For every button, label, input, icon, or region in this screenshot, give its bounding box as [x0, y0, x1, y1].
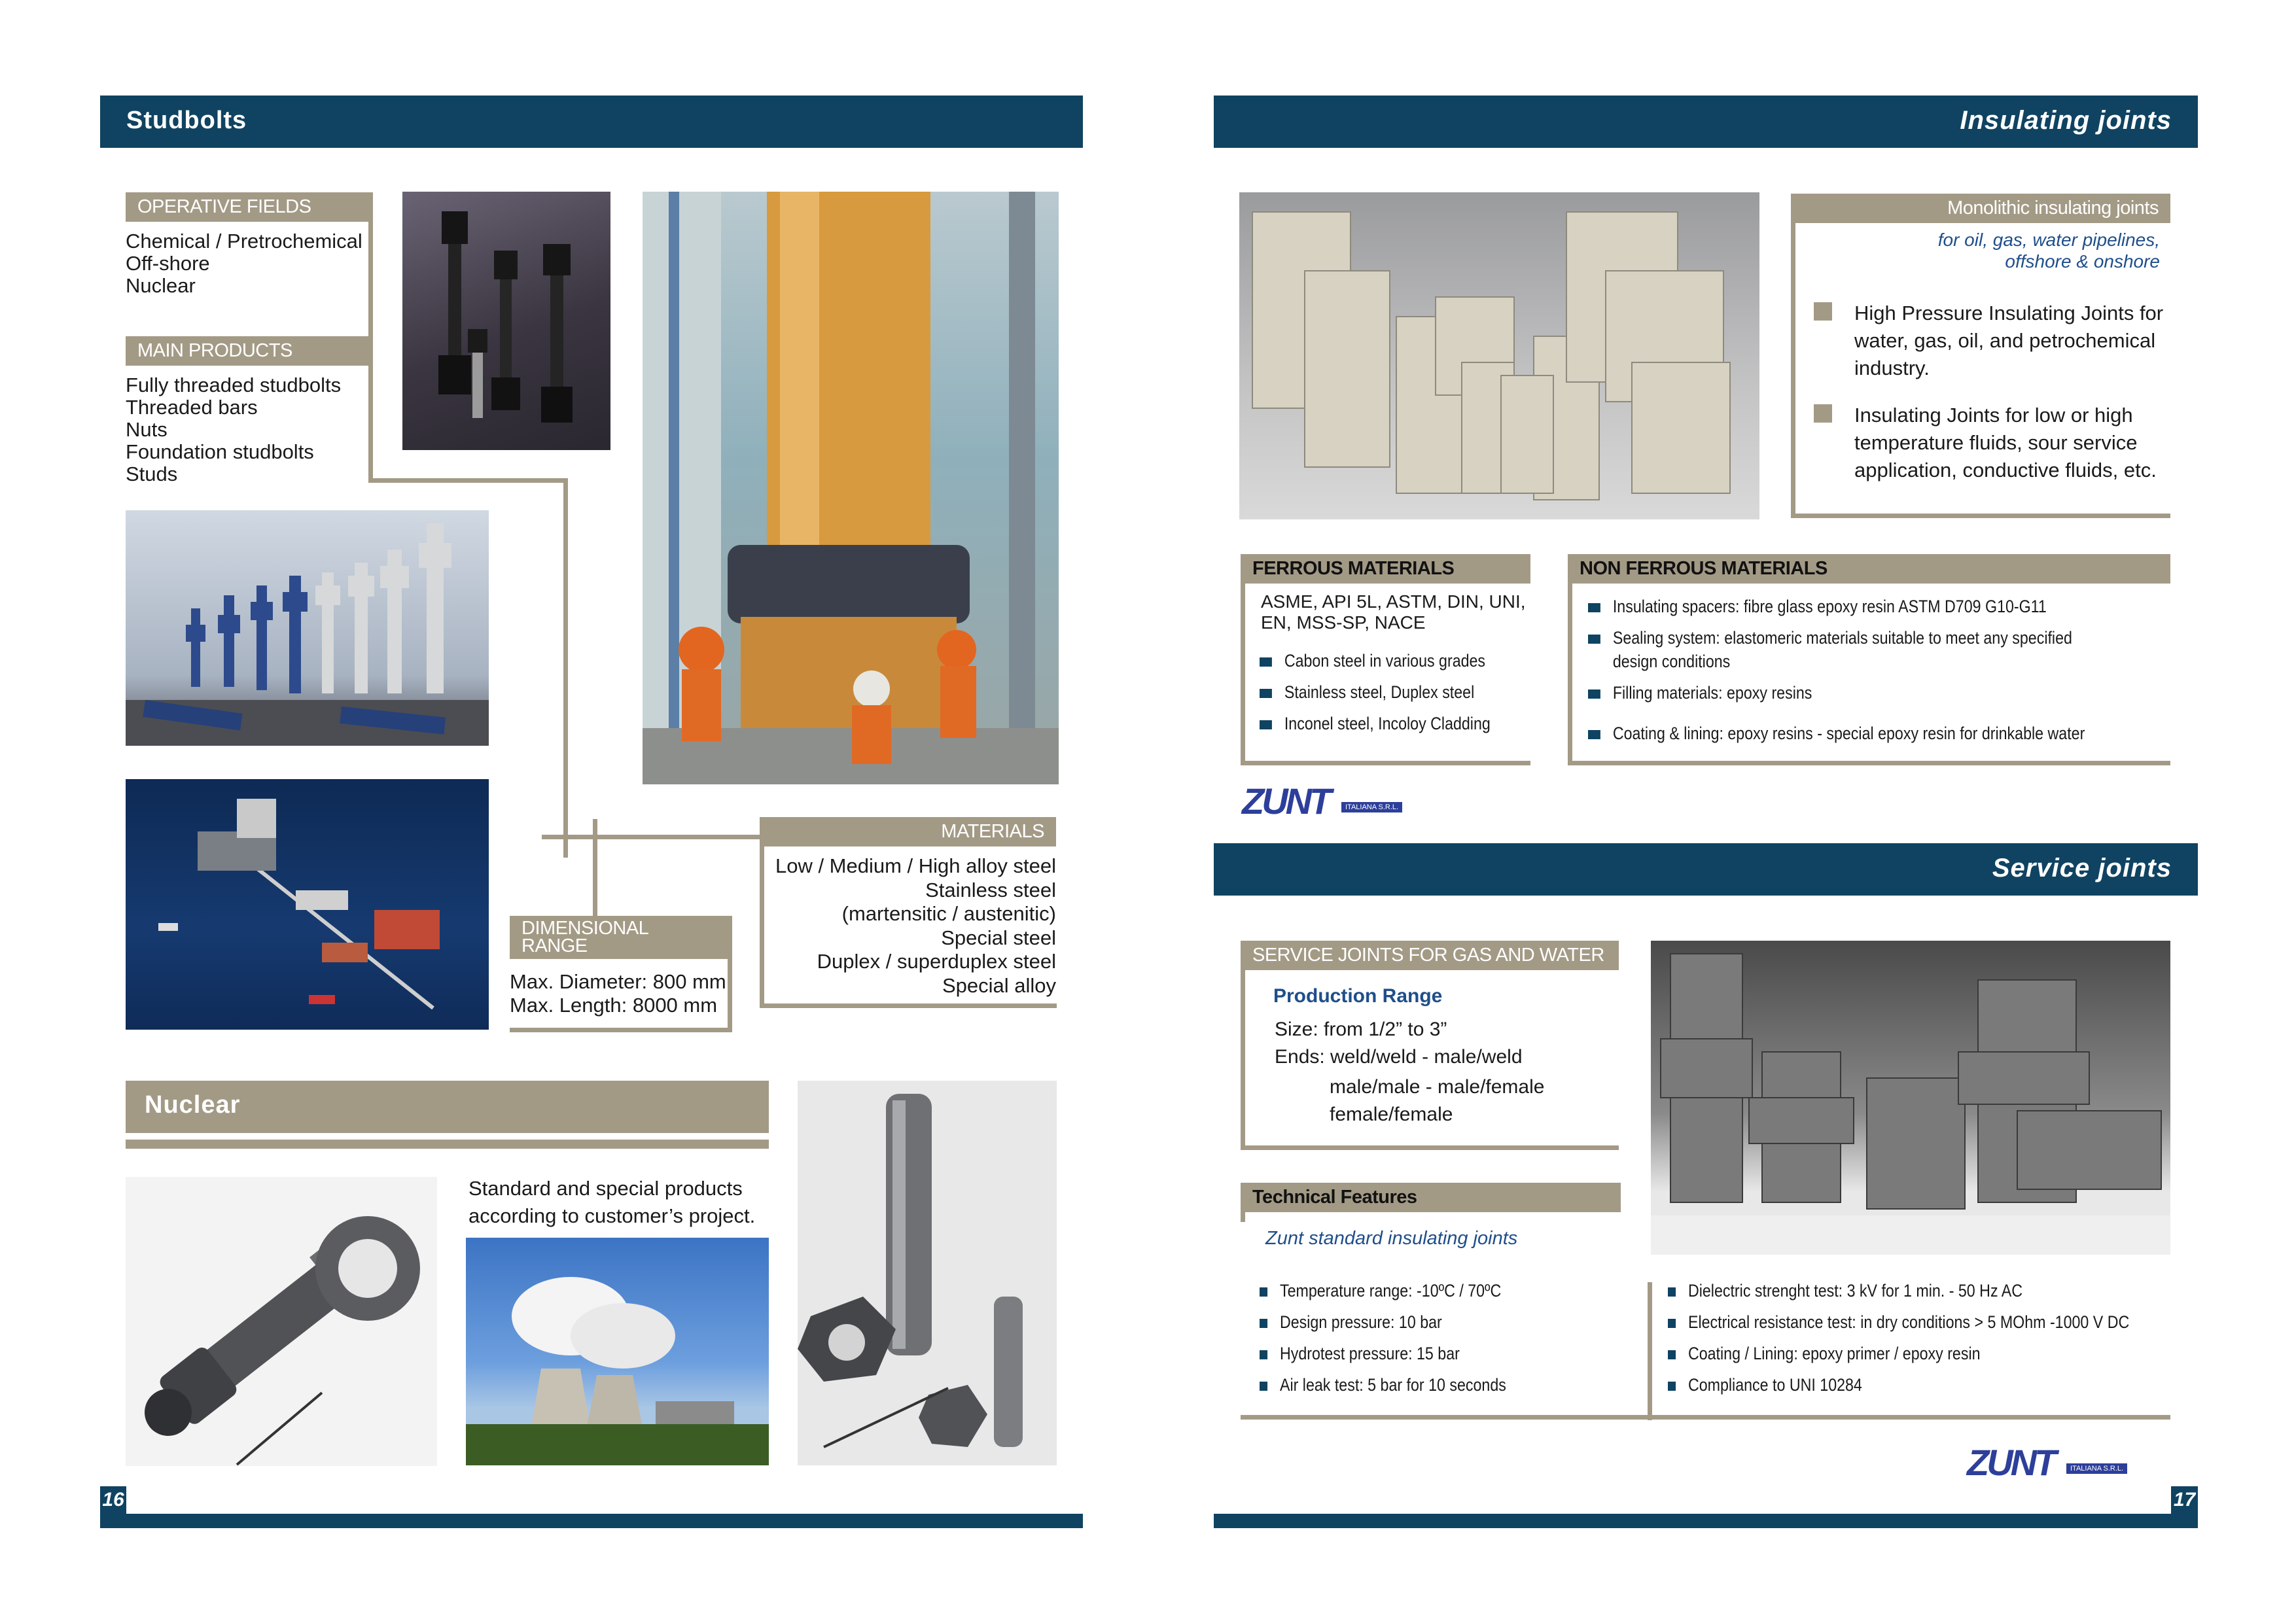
list-item — [1588, 652, 2085, 683]
technical-item: Hydrotest pressure: 15 bar — [1279, 1344, 1460, 1363]
non-ferrous-item-cont: design conditions — [1612, 652, 1731, 671]
left-page-number: 16 — [102, 1489, 124, 1510]
dimensional-range-title — [510, 916, 732, 959]
nuclear-text: Standard and special products according to customer’s project. — [468, 1177, 756, 1227]
main-products-title: MAIN PRODUCTS — [126, 336, 369, 366]
divider — [760, 1003, 1057, 1008]
right-page-number: 17 — [2173, 1489, 2196, 1510]
ferrous-list — [1260, 651, 1491, 745]
nuclear-title: Nuclear — [145, 1091, 241, 1119]
studbolts-rows-photo — [126, 510, 489, 746]
left-footer-bar — [100, 1514, 1083, 1528]
divider — [593, 819, 597, 917]
divider — [1648, 1282, 1652, 1420]
zunt-logo-sub: ITALIANA S.R.L. — [1341, 802, 1402, 812]
list-item — [1260, 1375, 1506, 1406]
list-item — [1260, 1281, 1506, 1312]
technical-subtitle: Zunt standard insulating joints — [1265, 1228, 1518, 1249]
divider — [563, 478, 568, 858]
left-header-bar — [100, 96, 1083, 148]
operative-fields-title: OPERATIVE FIELDS — [126, 192, 373, 222]
divider — [1791, 514, 2170, 518]
divider — [1241, 554, 1245, 765]
monolithic-bullet-1-text: High Pressure Insulating Joints for water, gas, oil, and petrochemical industry. — [1854, 302, 2164, 379]
service-ends-more: male/male - male/female female/female — [1330, 1076, 1545, 1125]
divider — [368, 478, 568, 483]
bullet-square-icon — [1260, 689, 1272, 698]
list-item — [1668, 1344, 2129, 1375]
bullet-square-icon — [1588, 689, 1600, 699]
bullet-square-icon — [1588, 603, 1600, 612]
divider — [1568, 761, 2170, 765]
divider — [760, 817, 764, 1008]
bullet-square-icon — [1260, 1382, 1267, 1391]
bullet-square-icon — [1260, 657, 1272, 667]
non-ferrous-item: Sealing system: elastomeric materials suitable to meet any specified — [1612, 628, 2072, 648]
technical-item: Temperature range: -10ºC / 70ºC — [1279, 1281, 1502, 1300]
technical-title: Technical Features — [1241, 1183, 1621, 1212]
technical-item: Compliance to UNI 10284 — [1687, 1375, 1862, 1395]
divider — [1241, 1183, 1245, 1222]
offshore-pipe-photo — [643, 192, 1059, 784]
list-item — [1260, 714, 1491, 745]
list-item — [1668, 1312, 2129, 1344]
service-joints-photo — [1651, 941, 2170, 1255]
dimensional-range-list: Max. Diameter: 800 mm Max. Length: 8000 mm — [510, 970, 726, 1017]
list-item — [1668, 1375, 2129, 1406]
nuclear-studs-photo — [798, 1081, 1057, 1465]
right-footer-bar — [1214, 1514, 2198, 1528]
right-page-number-box — [2171, 1486, 2198, 1514]
bullet-square-icon — [1588, 635, 1600, 644]
divider — [510, 1028, 732, 1032]
divider — [1241, 1415, 2170, 1420]
non-ferrous-title: NON FERROUS MATERIALS — [1568, 554, 2170, 584]
zunt-logo-sub: ITALIANA S.R.L. — [2066, 1463, 2127, 1474]
ferrous-title: FERROUS MATERIALS — [1241, 554, 1530, 584]
right-header-bar — [1214, 96, 2198, 148]
nuclear-plant-photo — [466, 1238, 769, 1465]
divider — [1568, 554, 1572, 765]
list-item — [1588, 724, 2085, 755]
non-ferrous-item: Filling materials: epoxy resins — [1612, 683, 1812, 703]
divider — [542, 835, 764, 839]
divider — [1791, 194, 1795, 518]
list-item — [1588, 597, 2085, 628]
bullet-square-icon — [1260, 1287, 1267, 1297]
monolithic-bullet-2-text: Insulating Joints for low or high temperature fluids, sour service application, conductive fluids, etc. — [1854, 404, 2157, 481]
studbolts-photo — [402, 192, 610, 450]
list-item — [1588, 683, 2085, 724]
monolithic-title: Monolithic insulating joints — [1791, 194, 2170, 223]
divider — [728, 916, 732, 1032]
list-item — [1260, 1344, 1506, 1375]
ferrous-item: Inconel steel, Incoloy Cladding — [1284, 714, 1491, 733]
divider — [126, 1140, 769, 1149]
materials-title: MATERIALS — [760, 817, 1056, 846]
non-ferrous-item: Coating & lining: epoxy resins - special epoxy resin for drinkable water — [1612, 724, 2085, 743]
left-page-number-box — [100, 1486, 126, 1514]
technical-right-list — [1668, 1281, 2129, 1406]
zunt-logo-text: ZUNT — [1242, 780, 1330, 822]
service-size: Size: from 1/2” to 3” — [1275, 1019, 1447, 1040]
zunt-logo-text: ZUNT — [1967, 1442, 2055, 1483]
divider — [368, 336, 373, 483]
service-ends: Ends: weld/weld - male/weld — [1275, 1046, 1523, 1068]
dimensional-title-line1: DIMENSIONAL — [521, 918, 649, 939]
service-header-title: Service joints — [1992, 854, 2172, 882]
technical-item: Dielectric strenght test: 3 kV for 1 min. - 50 Hz AC — [1687, 1281, 2022, 1300]
monolithic-subtitle: for oil, gas, water pipelines, offshore & onshore — [1937, 230, 2160, 271]
technical-item: Coating / Lining: epoxy primer / epoxy resin — [1687, 1344, 1981, 1363]
bullet-square-icon — [1260, 1350, 1267, 1359]
list-item — [1260, 1312, 1506, 1344]
list-item — [1668, 1281, 2129, 1312]
operative-fields-list: Chemical / Pretrochemical Off-shore Nuclear — [126, 230, 362, 297]
bullet-square-icon — [1668, 1319, 1676, 1328]
bullet-square-icon — [1260, 1319, 1267, 1328]
non-ferrous-item: Insulating spacers: fibre glass epoxy resin ASTM D709 G10-G11 — [1612, 597, 2047, 616]
ferrous-item: Stainless steel, Duplex steel — [1284, 682, 1475, 702]
service-header-bar — [1214, 843, 2198, 896]
nuclear-title-bar — [126, 1081, 769, 1133]
divider — [1241, 1145, 1619, 1150]
divider — [368, 192, 373, 336]
divider — [1241, 761, 1530, 765]
ferrous-item: Cabon steel in various grades — [1284, 651, 1486, 671]
left-page-title: Studbolts — [126, 107, 247, 134]
list-item — [1588, 628, 2085, 652]
main-products-list: Fully threaded studbolts Threaded bars Nuts Foundation studbolts Studs — [126, 374, 342, 485]
ferrous-standards: ASME, API 5L, ASTM, DIN, UNI, EN, MSS-SP, NACE — [1261, 591, 1526, 633]
service-box-title: SERVICE JOINTS FOR GAS AND WATER — [1241, 941, 1619, 970]
nuclear-bolt-photo — [126, 1177, 437, 1466]
monolithic-bullet-2 — [1814, 402, 2157, 484]
divider — [1241, 941, 1245, 1150]
technical-left-list — [1260, 1281, 1506, 1406]
bullet-square-icon — [1588, 730, 1600, 739]
bullet-square-icon — [1260, 720, 1272, 729]
bullet-square-icon — [1814, 302, 1832, 321]
non-ferrous-list — [1588, 597, 2085, 755]
right-page-title: Insulating joints — [1960, 106, 2172, 135]
list-item — [1260, 682, 1491, 714]
zunt-logo-bottom — [1967, 1441, 2130, 1487]
zunt-logo — [1242, 780, 1405, 826]
bullet-square-icon — [1668, 1287, 1676, 1297]
bullet-square-icon — [1668, 1382, 1676, 1391]
list-item — [1260, 651, 1491, 682]
production-range-title: Production Range — [1273, 985, 1443, 1007]
technical-item: Design pressure: 10 bar — [1279, 1312, 1442, 1332]
bullet-square-icon — [1814, 404, 1832, 423]
technical-item: Electrical resistance test: in dry conditions > 5 MOhm -1000 V DC — [1687, 1312, 2130, 1332]
insulating-joints-photo — [1239, 192, 1759, 519]
materials-list: Low / Medium / High alloy steel Stainless steel (martensitic / austenitic) Special steel Duplex / superduplex steel Special alloy — [775, 854, 1056, 997]
technical-item: Air leak test: 5 bar for 10 seconds — [1279, 1375, 1506, 1395]
bullet-square-icon — [1668, 1350, 1676, 1359]
monolithic-bullet-1 — [1814, 300, 2163, 382]
offshore-platform-photo — [126, 779, 489, 1030]
dimensional-title-line2: RANGE — [521, 935, 588, 956]
